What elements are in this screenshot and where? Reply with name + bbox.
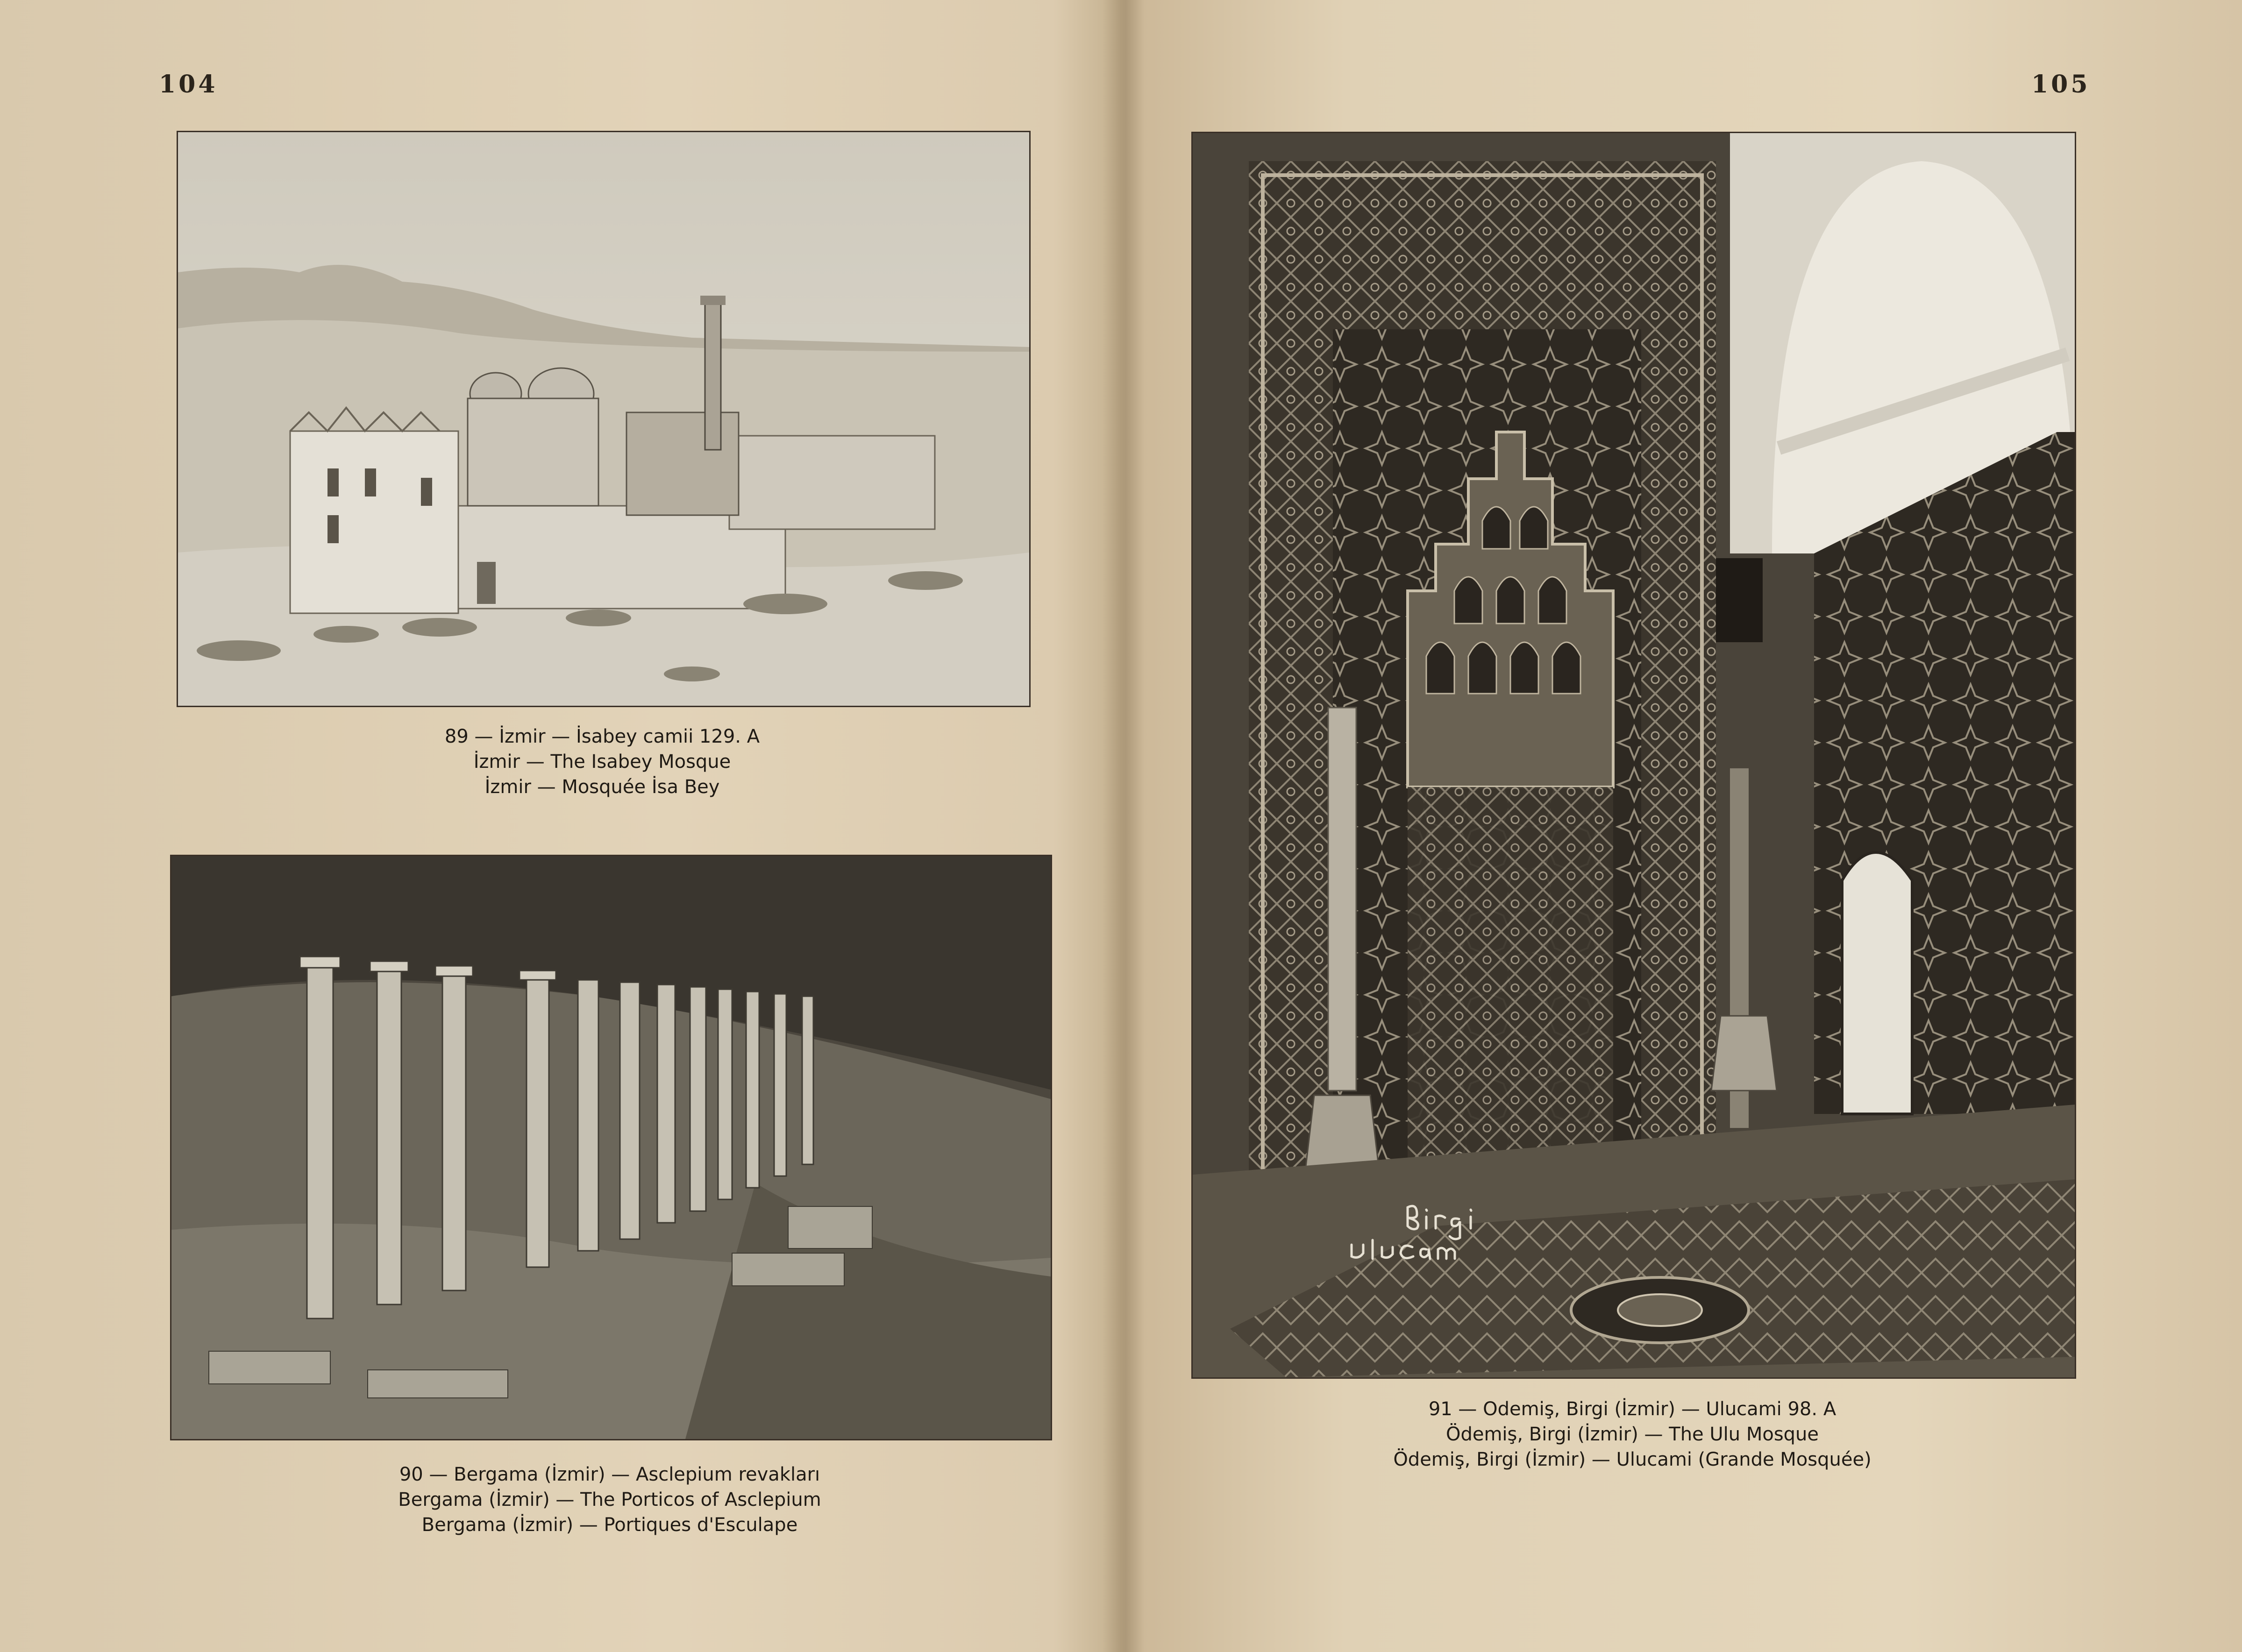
caption-line: İzmir — Mosquée İsa Bey <box>484 776 720 798</box>
caption-line: 90 — Bergama (İzmir) — Asclepium revakları <box>399 1464 820 1485</box>
book-gutter <box>1103 0 1145 1652</box>
caption-figure-89 <box>177 724 1028 800</box>
photo-asclepium-porticos <box>170 855 1052 1440</box>
photo-birgi-ulu-mosque <box>1191 132 2076 1379</box>
caption-line: Bergama (İzmir) — The Porticos of Asclepium <box>398 1489 821 1510</box>
caption-line: Ödemiş, Birgi (İzmir) — Ulucami (Grande Mosquée) <box>1393 1449 1872 1470</box>
page-number-left: 104 <box>159 70 218 99</box>
caption-line: 89 — İzmir — İsabey camii 129. A <box>444 726 760 747</box>
caption-line: Bergama (İzmir) — Portiques d'Esculape <box>421 1514 798 1536</box>
caption-line: 91 — Odemiş, Birgi (İzmir) — Ulucami 98. A <box>1428 1398 1836 1420</box>
caption-line: İzmir — The Isabey Mosque <box>473 751 731 773</box>
caption-figure-91 <box>1191 1397 2073 1472</box>
page-number-right: 105 <box>2031 70 2091 99</box>
caption-line: Ödemiş, Birgi (İzmir) — The Ulu Mosque <box>1445 1424 1819 1445</box>
photo-isabey-mosque <box>177 131 1031 707</box>
caption-figure-90 <box>170 1462 1049 1538</box>
